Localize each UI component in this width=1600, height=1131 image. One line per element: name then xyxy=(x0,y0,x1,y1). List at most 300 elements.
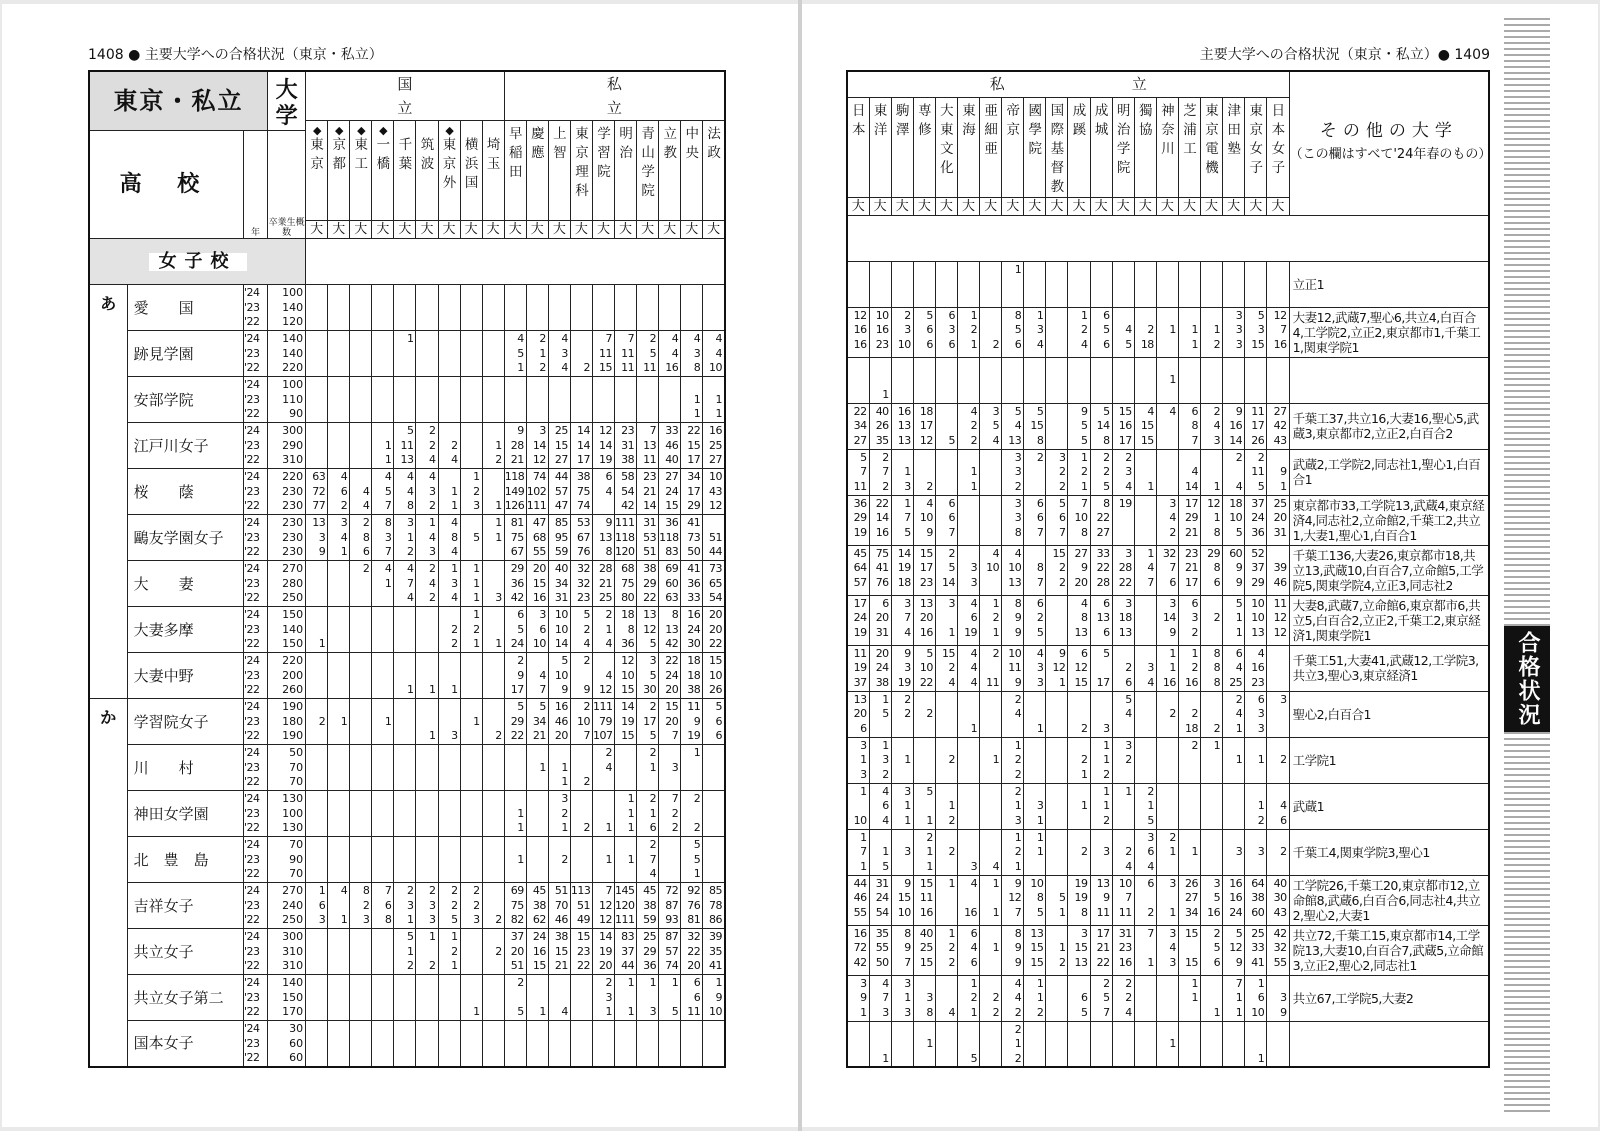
result-cell: 72 87 93 xyxy=(659,883,681,929)
result-cell: 1 xyxy=(913,1021,935,1067)
result-cell: 9 15 10 xyxy=(891,875,913,925)
result-cell xyxy=(1134,495,1156,545)
univ-name-private: 上智 xyxy=(548,121,570,221)
result-cell: 2 xyxy=(482,699,504,745)
result-cell: 7 10 8 xyxy=(1068,495,1090,545)
result-cell: 7 2 2 xyxy=(659,791,681,837)
result-cell: 13 20 16 xyxy=(913,595,935,645)
result-cell: 13 3 9 xyxy=(306,515,328,561)
result-cell xyxy=(957,357,979,403)
result-cell: 5 10 22 xyxy=(913,645,935,691)
result-cell: 2 3 10 xyxy=(891,307,913,357)
result-cell: 4 3 2 xyxy=(416,469,438,515)
result-cell xyxy=(1201,783,1223,829)
result-cell: 5 4 xyxy=(1112,691,1134,737)
result-cell: 4 5 1 xyxy=(504,331,526,377)
result-cell: 2 2 xyxy=(980,975,1002,1021)
result-cell: 14 19 20 xyxy=(592,929,614,975)
result-cell: 3 3 xyxy=(957,545,979,595)
grad-count-cell: 270 280 250 xyxy=(268,561,306,607)
school-name: 吉祥女子 xyxy=(127,883,243,929)
result-cell xyxy=(1068,261,1090,307)
result-cell: 4 15 15 xyxy=(1134,403,1156,449)
result-cell xyxy=(372,745,394,791)
dai-suffix: 大 xyxy=(913,197,935,215)
result-cell: 2 4 xyxy=(438,423,460,469)
result-cell xyxy=(935,691,957,737)
result-cell: 2 4 xyxy=(1112,829,1134,875)
girls-school-section xyxy=(89,239,306,285)
result-cell: 2 5 xyxy=(504,975,526,1021)
result-cell: 13 20 6 xyxy=(847,691,869,737)
univ-name-text: 東工 xyxy=(354,137,368,172)
result-cell xyxy=(350,929,372,975)
result-cell: 2 8 6 xyxy=(350,515,372,561)
result-cell xyxy=(306,791,328,837)
result-cell: 5 29 22 xyxy=(504,699,526,745)
dai-suffix: 大 xyxy=(935,197,957,215)
result-cell: 8 13 42 xyxy=(659,607,681,653)
result-cell: 4 4 16 xyxy=(659,331,681,377)
year-cell: '24 '23 '22 xyxy=(243,561,267,607)
year-cell: '24 '23 '22 xyxy=(243,975,267,1021)
result-cell xyxy=(570,285,592,331)
result-cell xyxy=(681,285,703,331)
result-cell: 15 2 2 xyxy=(1046,545,1068,595)
result-cell: 2 xyxy=(1024,449,1046,495)
result-cell: 38 15 21 xyxy=(548,929,570,975)
result-cell: 2 1 xyxy=(1156,829,1178,875)
univ-name-private: 慶應 xyxy=(526,121,548,221)
school-name: 跡見学園 xyxy=(127,331,243,377)
result-cell: 45 38 59 xyxy=(637,883,659,929)
dai-suffix: 大 xyxy=(703,221,725,239)
result-cell: 45 38 62 xyxy=(526,883,548,929)
diamond-icon: ◆ xyxy=(357,124,365,137)
result-cell: 25 29 36 xyxy=(637,929,659,975)
result-cell: 27 42 43 xyxy=(1267,403,1289,449)
school-name: 桜 蔭 xyxy=(127,469,243,515)
result-cell: 4 7 4 xyxy=(394,561,416,607)
result-cell: 3 xyxy=(659,745,681,791)
right-results-table xyxy=(846,70,1490,1068)
result-cell xyxy=(350,837,372,883)
result-cell: 5 17 xyxy=(1090,645,1112,691)
result-cell xyxy=(570,377,592,423)
result-cell xyxy=(372,1021,394,1067)
result-cell: 1 xyxy=(460,699,482,745)
result-cell: 1 2 1 xyxy=(438,929,460,975)
result-cell: 69 60 63 xyxy=(659,561,681,607)
result-cell: 6 3 6 xyxy=(935,307,957,357)
result-cell xyxy=(1178,783,1200,829)
result-cell: 7 13 11 xyxy=(637,423,659,469)
result-cell: 8 9 9 xyxy=(1002,595,1024,645)
result-cell: 44 57 47 xyxy=(548,469,570,515)
result-cell: 5 xyxy=(460,515,482,561)
result-cell: 15 10 26 xyxy=(703,653,725,699)
result-cell xyxy=(460,745,482,791)
univ-name-private: 日本女子 xyxy=(1267,97,1289,197)
result-cell: 18 8 36 xyxy=(615,607,637,653)
result-cell: 8 3 7 xyxy=(372,515,394,561)
result-cell: 74 102 111 xyxy=(526,469,548,515)
diamond-icon: ◆ xyxy=(335,124,343,137)
grad-count-cell: 100 110 90 xyxy=(268,377,306,423)
result-cell xyxy=(372,285,394,331)
result-cell: 27 9 20 xyxy=(1068,545,1090,595)
result-cell: 1 2 1 xyxy=(980,595,1002,645)
result-cell: 3 1 xyxy=(1024,783,1046,829)
dai-suffix: 大 xyxy=(548,221,570,239)
result-cell: 8 2 3 xyxy=(350,883,372,929)
result-cell xyxy=(548,377,570,423)
result-cell: 3 1 3 xyxy=(847,737,869,783)
result-cell: 2 2 xyxy=(681,791,703,837)
result-cell: 6 4 xyxy=(592,469,614,515)
result-cell xyxy=(637,1021,659,1067)
result-cell: 18 18 38 xyxy=(681,653,703,699)
result-cell: 2 3 1 xyxy=(394,883,416,929)
result-cell: 1 1 xyxy=(1178,975,1200,1021)
dai-suffix: 大 xyxy=(1201,197,1223,215)
school-name: 安部学院 xyxy=(127,377,243,423)
univ-name-text: 京都 xyxy=(332,137,345,172)
year-cell: '24 '23 '22 xyxy=(243,377,267,423)
result-cell: 1 7 5 xyxy=(891,495,913,545)
result-cell xyxy=(328,607,350,653)
result-cell xyxy=(1046,691,1068,737)
result-cell: 1 1 2 xyxy=(1090,783,1112,829)
result-cell: 5 1 xyxy=(913,783,935,829)
result-cell: 3 15 13 xyxy=(1068,925,1090,975)
result-cell xyxy=(416,745,438,791)
result-cell: 9 1 xyxy=(1267,449,1289,495)
result-cell: 4 10 13 xyxy=(1002,545,1024,595)
result-cell: 8 22 27 xyxy=(1090,495,1112,545)
result-cell: 2 1 5 xyxy=(1134,783,1156,829)
result-cell: 1 xyxy=(438,653,460,699)
result-cell xyxy=(659,1021,681,1067)
result-cell xyxy=(372,653,394,699)
result-cell xyxy=(1201,357,1223,403)
grad-count-cell: 190 180 190 xyxy=(268,699,306,745)
result-cell: 2 6 xyxy=(1112,645,1134,691)
result-cell: 5 2 4 xyxy=(570,607,592,653)
result-cell: 1 2 1 xyxy=(460,607,482,653)
result-cell: 22 14 16 xyxy=(869,495,891,545)
result-cell: 2 xyxy=(482,883,504,929)
result-cell: 2 2 5 xyxy=(1090,449,1112,495)
result-cell: 1 xyxy=(891,737,913,783)
result-cell: 9 3 19 xyxy=(891,645,913,691)
univ-name-national xyxy=(328,121,350,221)
result-cell: 1 xyxy=(869,357,891,403)
result-cell: 73 65 54 xyxy=(703,561,725,607)
univ-name-private: 國學院 xyxy=(1024,97,1046,197)
year-cell: '24 '23 '22 xyxy=(243,1021,267,1067)
year-cell: '24 '23 '22 xyxy=(243,469,267,515)
result-cell: 2 3 3 xyxy=(416,883,438,929)
result-cell: 5 1 1 xyxy=(1223,595,1245,645)
result-cell xyxy=(1156,975,1178,1021)
other-univ-cell: 聖心2,白百合1 xyxy=(1289,691,1489,737)
kana-index: あ xyxy=(89,285,127,699)
result-cell: 5 4 13 xyxy=(1002,403,1024,449)
result-cell: 2 7 4 xyxy=(637,837,659,883)
result-cell: 37 24 36 xyxy=(1245,495,1267,545)
result-cell: 1 10 xyxy=(847,783,869,829)
result-cell: 1 2 1 xyxy=(1068,449,1090,495)
result-cell: 4 xyxy=(935,975,957,1021)
result-cell: 3 xyxy=(1090,829,1112,875)
result-cell: 1 2 1 xyxy=(1002,829,1024,875)
result-cell: 36 118 83 xyxy=(659,515,681,561)
result-cell: 9 28 21 xyxy=(504,423,526,469)
result-cell: 1 xyxy=(957,691,979,737)
section-tab: 合格状況 xyxy=(1504,626,1550,732)
result-cell xyxy=(980,691,1002,737)
result-cell: 7 1 xyxy=(1134,925,1156,975)
result-cell: 2 xyxy=(980,307,1002,357)
univ-name-text: 東京外 xyxy=(442,137,456,191)
result-cell: 2 4 3 xyxy=(1201,403,1223,449)
result-cell xyxy=(1024,1021,1046,1067)
result-cell xyxy=(526,791,548,837)
result-cell: 1 2 xyxy=(482,423,504,469)
result-cell: 11 19 37 xyxy=(847,645,869,691)
result-cell xyxy=(438,1021,460,1067)
grad-count-cell: 300 310 310 xyxy=(268,929,306,975)
result-cell: 1 2 1 xyxy=(957,975,979,1021)
other-univ-cell: 工学院26,千葉工20,東京都市12,立命館8,武蔵6,白百合6,同志社4,共立2,聖心2,大妻1 xyxy=(1289,875,1489,925)
univ-name-private: 東京理科 xyxy=(570,121,592,221)
result-cell: 1 1 xyxy=(1024,829,1046,875)
result-cell xyxy=(1201,1021,1223,1067)
result-cell xyxy=(394,377,416,423)
result-cell xyxy=(306,653,328,699)
result-cell: 4 xyxy=(980,829,1002,875)
result-cell: 1 2 xyxy=(935,783,957,829)
result-cell xyxy=(460,791,482,837)
diamond-icon xyxy=(416,125,437,136)
result-cell: 1 3 2 xyxy=(869,737,891,783)
dai-suffix: 大 xyxy=(659,221,681,239)
univ-name-private: 成城 xyxy=(1090,97,1112,197)
result-cell xyxy=(350,653,372,699)
result-cell xyxy=(328,285,350,331)
diamond-icon xyxy=(394,125,415,136)
result-cell xyxy=(1046,783,1068,829)
result-cell xyxy=(350,1021,372,1067)
result-cell: 4 14 xyxy=(1178,449,1200,495)
result-cell: 1 xyxy=(328,699,350,745)
result-cell: 1 xyxy=(1002,261,1024,307)
result-cell: 5 34 21 xyxy=(526,699,548,745)
result-cell xyxy=(372,975,394,1021)
other-univ-header xyxy=(1289,71,1492,215)
result-cell: 2 xyxy=(350,561,372,607)
result-cell: 38 29 22 xyxy=(637,561,659,607)
result-cell: 2 xyxy=(1156,691,1178,737)
dai-suffix: 大 xyxy=(592,221,614,239)
grad-count-cell: 300 290 310 xyxy=(268,423,306,469)
result-cell xyxy=(1134,357,1156,403)
year-cell: '24 '23 '22 xyxy=(243,423,267,469)
result-cell: 3 4 3 xyxy=(1156,925,1178,975)
result-cell xyxy=(328,1021,350,1067)
result-cell: 10 7 11 xyxy=(1112,875,1134,925)
result-cell: 1 2 xyxy=(1201,307,1223,357)
result-cell: 3 2 1 xyxy=(548,791,570,837)
result-cell: 68 75 80 xyxy=(615,561,637,607)
result-cell: 4 4 4 xyxy=(957,645,979,691)
result-cell: 1 xyxy=(482,469,504,515)
result-cell: 2 1 4 xyxy=(592,607,614,653)
result-cell: 1 xyxy=(1201,975,1223,1021)
result-cell: 15 23 22 xyxy=(570,929,592,975)
result-cell: 33 46 40 xyxy=(659,423,681,469)
other-univ-cell: 千葉工37,共立16,大妻16,聖心5,武蔵3,東京都市2,立正2,白百合2 xyxy=(1289,403,1489,449)
result-cell xyxy=(1002,357,1024,403)
result-cell xyxy=(306,561,328,607)
result-cell xyxy=(847,261,869,307)
result-cell xyxy=(1112,1021,1134,1067)
result-cell xyxy=(681,1021,703,1067)
result-cell: 1 xyxy=(592,791,614,837)
result-cell: 1 1 2 xyxy=(1024,975,1046,1021)
result-cell: 2 5 6 xyxy=(1201,925,1223,975)
grad-count-cell: 50 70 70 xyxy=(268,745,306,791)
univ-name-private: 明治学院 xyxy=(1112,97,1134,197)
univ-name-private: 中央 xyxy=(681,121,703,221)
dai-suffix: 大 xyxy=(980,197,1002,215)
result-cell: 2 xyxy=(1201,691,1223,737)
result-cell xyxy=(980,495,1002,545)
result-cell: 3 8 xyxy=(913,975,935,1021)
year-cell: '24 '23 '22 xyxy=(243,883,267,929)
result-cell: 39 35 41 xyxy=(703,929,725,975)
result-cell: 1 1 xyxy=(1178,307,1200,357)
year-cell: '24 '23 '22 xyxy=(243,607,267,653)
result-cell: 1 xyxy=(980,925,1002,975)
result-cell xyxy=(394,699,416,745)
result-cell xyxy=(372,929,394,975)
result-cell xyxy=(1134,261,1156,307)
result-cell xyxy=(306,929,328,975)
result-cell: 3 2 xyxy=(1112,737,1134,783)
result-cell xyxy=(526,1021,548,1067)
result-cell xyxy=(350,377,372,423)
result-cell: 1 xyxy=(1223,737,1245,783)
result-cell: 27 24 15 xyxy=(659,469,681,515)
result-cell xyxy=(350,607,372,653)
result-cell: 20 20 22 xyxy=(703,607,725,653)
result-cell: 9 5 5 xyxy=(1068,403,1090,449)
result-cell: 3 18 13 xyxy=(1112,595,1134,645)
section-spacer xyxy=(847,215,1489,261)
girls-school-label: 女子校 xyxy=(149,253,247,271)
dai-suffix: 大 xyxy=(526,221,548,239)
univ-header: 大学 xyxy=(268,71,306,131)
result-cell: 1 1 xyxy=(548,745,570,791)
dai-suffix: 大 xyxy=(847,197,869,215)
result-cell xyxy=(1046,357,1068,403)
year-cell: '24 '23 '22 xyxy=(243,699,267,745)
result-cell: 1 2 3 xyxy=(460,469,482,515)
result-cell: 75 41 76 xyxy=(869,545,891,595)
index-stripes xyxy=(1504,14,1550,1114)
result-cell xyxy=(438,745,460,791)
result-cell xyxy=(350,791,372,837)
result-cell: 7 6 8 xyxy=(372,883,394,929)
result-cell xyxy=(891,261,913,307)
result-cell: 4 4 8 xyxy=(394,469,416,515)
result-cell xyxy=(1134,975,1156,1021)
univ-name-private: 成蹊 xyxy=(1068,97,1090,197)
school-name: 神田女学園 xyxy=(127,791,243,837)
result-cell xyxy=(482,1021,504,1067)
result-cell xyxy=(328,745,350,791)
result-cell: 1 1 xyxy=(681,377,703,423)
dai-suffix: 大 xyxy=(637,221,659,239)
result-cell: 8 9 9 xyxy=(1002,925,1024,975)
result-cell xyxy=(703,285,725,331)
result-cell: 51 70 46 xyxy=(548,883,570,929)
other-univ-cell: 千葉工136,大妻26,東京都市18,共立13,武蔵10,白百合7,立命館5,工学院5,関東学院4,立正3,同志社2 xyxy=(1289,545,1489,595)
result-cell: 3 3 8 xyxy=(1002,495,1024,545)
result-cell: 11 9 19 xyxy=(681,699,703,745)
univ-name-text: 一橋 xyxy=(376,137,390,172)
result-cell: 2 2 xyxy=(891,691,913,737)
result-cell: 2 11 5 xyxy=(1245,449,1267,495)
result-cell: 16 46 20 xyxy=(548,699,570,745)
result-cell xyxy=(980,449,1002,495)
result-cell: 4 6 19 xyxy=(957,595,979,645)
dai-suffix: 大 xyxy=(328,221,350,239)
result-cell: 2 2 3 xyxy=(460,883,482,929)
result-cell: 113 51 49 xyxy=(570,883,592,929)
result-cell: 25 33 41 xyxy=(1245,925,1267,975)
result-cell xyxy=(504,285,526,331)
result-cell xyxy=(957,737,979,783)
result-cell: 2 18 xyxy=(1178,691,1200,737)
result-cell: 14 14 17 xyxy=(570,423,592,469)
diamond-icon: ◆ xyxy=(312,124,321,137)
result-cell: 3 xyxy=(891,829,913,875)
result-cell xyxy=(504,377,526,423)
result-cell xyxy=(328,929,350,975)
result-cell xyxy=(980,1021,1002,1067)
result-cell: 8 9 7 xyxy=(891,925,913,975)
dai-suffix: 大 xyxy=(1068,197,1090,215)
result-cell: 1 xyxy=(869,1021,891,1067)
result-cell: 3 5 30 xyxy=(637,653,659,699)
result-cell xyxy=(1134,737,1156,783)
result-cell xyxy=(350,975,372,1021)
dai-suffix: 大 xyxy=(570,221,592,239)
school-header: 高 校 xyxy=(89,131,243,239)
result-cell: 13 15 15 xyxy=(1024,925,1046,975)
result-cell: 6 13 6 xyxy=(1090,595,1112,645)
result-cell xyxy=(416,377,438,423)
result-cell xyxy=(847,357,869,403)
result-cell: 1 xyxy=(1068,783,1090,829)
result-cell xyxy=(980,783,1002,829)
school-name: 共立女子第二 xyxy=(127,975,243,1021)
dai-suffix: 大 xyxy=(891,197,913,215)
result-cell: 4 8 4 xyxy=(438,515,460,561)
